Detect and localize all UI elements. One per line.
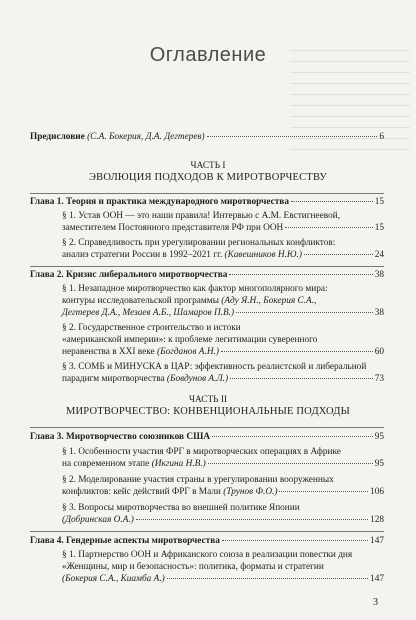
section-text: § 2. Государственное строительство и истоки — [62, 323, 241, 333]
section-text: «американской империи»: к проблеме легитимации суверенного — [62, 335, 318, 345]
page-ref: 95 — [374, 432, 384, 442]
leader-dots — [285, 227, 372, 228]
leader-dots — [304, 254, 373, 255]
section-text: § 3. СОМБ и МИНУСКА в ЦАР: эффективность реалистской и либеральной — [62, 362, 367, 372]
toc-entry-preface — [30, 131, 384, 143]
leader-dots — [279, 491, 368, 492]
section-text: заместителем Постоянного представителя РФ при ООН — [62, 223, 284, 233]
toc-section — [62, 295, 384, 307]
part-label: ЧАСТЬ II — [188, 395, 228, 405]
toc-section — [62, 514, 384, 526]
chapter-title: Глава 2. Кризис либерального миротворчества — [30, 270, 228, 280]
leader-dots — [221, 351, 373, 352]
toc-chapter — [30, 269, 384, 281]
leader-dots — [229, 274, 372, 275]
entry-authors: (Трунов Ф.О.) — [223, 487, 278, 497]
leader-dots — [212, 436, 373, 437]
page-ref: 38 — [374, 308, 384, 318]
leader-dots — [230, 378, 373, 379]
divider — [30, 266, 384, 267]
page-ref: 73 — [374, 374, 384, 384]
chapter-title: Глава 3. Миротворчество союзников США — [30, 432, 211, 442]
page-ref: 95 — [374, 459, 384, 469]
part-title: МИРОТВОРЧЕСТВО: КОНВЕНЦИОНАЛЬНЫЕ ПОДХОДЫ — [65, 406, 351, 417]
chapter-title: Глава 4. Гендерные аспекты миротворчества — [30, 536, 220, 546]
page-number: 3 — [373, 597, 378, 608]
part-label: ЧАСТЬ I — [190, 161, 226, 171]
section-text: на современном этапе — [62, 459, 150, 469]
section-text: анализ стратегии России в 1992–2021 гг. — [62, 250, 223, 260]
toc-section — [62, 222, 384, 234]
section-text: § 1. Партнерство ООН и Африканского союза в реализации повестки дня — [62, 550, 353, 560]
toc-section — [62, 373, 384, 385]
page-ref: 147 — [370, 536, 384, 546]
entry-label: Предисловие — [30, 132, 85, 142]
toc-section — [62, 573, 384, 585]
section-text: «Женщины, мир и безопасность»: политика, форматы и стратегии — [62, 562, 324, 572]
entry-authors: (С.А. Бокерия, Д.А. Дегтерев) — [87, 132, 205, 142]
section-text: § 1. Устав ООН — это наши правила! Интервью с А.М. Евстигнеевой, — [62, 211, 341, 221]
entry-authors: (Аду Я.Н., Бокерия С.А., — [221, 296, 317, 306]
page-ref: 60 — [374, 347, 384, 357]
section-text: § 1. Незападное миротворчество как фактор многополярного мира: — [62, 284, 328, 294]
toc-chapter — [30, 431, 384, 443]
entry-authors: (Бовдунов А.Л.) — [166, 374, 229, 384]
entry-authors: (Бокерия С.А., Киамба А.) — [62, 574, 165, 584]
page-ref: 15 — [374, 197, 384, 207]
leader-dots — [207, 136, 378, 137]
page-ref: 38 — [374, 270, 384, 280]
section-text: неравенства в XXI веке — [62, 347, 155, 357]
entry-authors: (Икгина Н.В.) — [151, 459, 206, 469]
leader-dots — [208, 463, 373, 464]
section-text: § 2. Справедливость при урегулировании региональных конфликтов: — [62, 238, 336, 248]
divider — [30, 531, 384, 532]
page-ref: 6 — [379, 132, 384, 142]
section-text: § 3. Вопросы миротворчества во внешней политике Японии — [62, 503, 300, 513]
leader-dots — [222, 540, 368, 541]
entry-authors: (Кавешников Н.Ю.) — [224, 250, 302, 260]
page-ref: 15 — [374, 223, 384, 233]
part-title: ЭВОЛЮЦИЯ ПОДХОДОВ К МИРОТВОРЧЕСТВУ — [89, 172, 327, 183]
toc-section — [62, 486, 384, 498]
leader-dots — [167, 578, 368, 579]
page-ref: 24 — [374, 250, 384, 260]
toc-section — [62, 249, 384, 261]
section-text: парадигм миротворчества — [62, 374, 165, 384]
toc-chapter — [30, 196, 384, 208]
leader-dots — [291, 201, 373, 202]
chapter-title: Глава 1. Теория и практика международного миротворчества — [30, 197, 289, 207]
entry-authors: (Богданов А.Н.) — [156, 347, 219, 357]
page-title: Оглавление — [149, 44, 267, 66]
section-text: § 2. Моделирование участия страны в урегулировании вооруженных — [62, 475, 334, 485]
toc-chapter — [30, 535, 384, 547]
section-text: § 1. Особенности участия ФРГ в миротворческих операциях в Африке — [62, 447, 341, 457]
toc-section — [62, 307, 384, 319]
divider — [30, 193, 384, 194]
toc-section — [62, 346, 384, 358]
leader-dots — [136, 519, 368, 520]
entry-authors: Дегтерев Д.А., Мезаев А.Б., Шамаров П.В.) — [62, 308, 235, 318]
page-ref: 128 — [370, 515, 384, 525]
toc-section — [62, 458, 384, 470]
page-ref: 106 — [370, 487, 384, 497]
leader-dots — [236, 312, 373, 313]
divider — [30, 427, 384, 428]
page-ref: 147 — [370, 574, 384, 584]
section-text: контуры исследовательской программы — [62, 296, 219, 306]
section-text: конфликтов: кейс действий ФРГ в Мали — [62, 487, 221, 497]
entry-authors: (Добринская О.А.) — [62, 515, 134, 525]
